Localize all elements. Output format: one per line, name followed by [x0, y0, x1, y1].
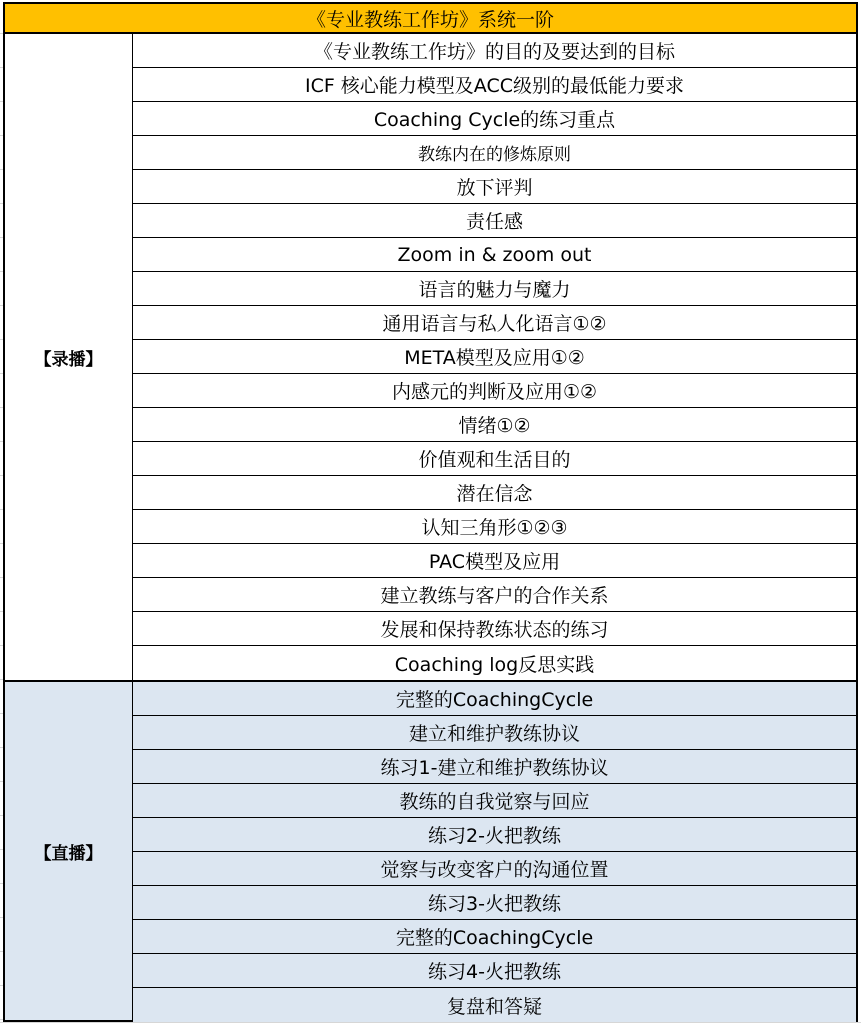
cell-text: 认知三角形①②③ — [421, 517, 568, 539]
cell-text: 放下评判 — [456, 177, 533, 199]
cell-text: 练习4-火把教练 — [428, 961, 561, 983]
table-row[interactable] — [133, 852, 856, 886]
table-row[interactable] — [133, 612, 856, 646]
table-row[interactable] — [133, 442, 856, 476]
cell-text: 责任感 — [465, 211, 523, 233]
cell-text: 练习1-建立和维护教练协议 — [380, 757, 609, 779]
cell-text: META模型及应用①② — [404, 347, 585, 369]
live-section-label: 【直播】 — [34, 843, 103, 864]
table-row[interactable] — [133, 510, 856, 544]
cell-text: 觉察与改变客户的沟通位置 — [380, 859, 609, 881]
cell-text: 练习3-火把教练 — [428, 893, 561, 915]
record-section-label: 【录播】 — [34, 349, 103, 370]
table-row[interactable] — [133, 954, 856, 988]
table-row[interactable] — [133, 818, 856, 852]
cell-text: 通用语言与私人化语言①② — [382, 313, 607, 335]
cell-text: 内感元的判断及应用①② — [391, 381, 598, 403]
record-section — [3, 34, 858, 682]
cell-text: PAC模型及应用 — [428, 551, 561, 573]
table-row[interactable] — [133, 408, 856, 442]
table-row[interactable] — [133, 34, 856, 68]
cell-text: Coaching log反思实践 — [394, 653, 595, 676]
cell-text: 《专业教练工作坊》的目的及要达到的目标 — [313, 41, 675, 63]
table-row[interactable] — [133, 306, 856, 340]
table-row[interactable] — [133, 682, 856, 716]
table-row[interactable] — [133, 544, 856, 578]
cell-text: 建立和维护教练协议 — [408, 723, 580, 745]
cell-text: 建立教练与客户的合作关系 — [380, 585, 609, 607]
table-row[interactable] — [133, 476, 856, 510]
table-row[interactable] — [133, 716, 856, 750]
table-row[interactable] — [133, 784, 856, 818]
table-row[interactable] — [133, 920, 856, 954]
cell-text: 完整的CoachingCycle — [395, 689, 594, 711]
table-row[interactable] — [133, 136, 856, 170]
table-row[interactable] — [133, 204, 856, 238]
sheet-title-cell[interactable] — [3, 2, 858, 34]
live-section — [3, 682, 858, 1022]
table-row[interactable] — [133, 374, 856, 408]
table-row[interactable] — [133, 578, 856, 612]
record-section-label-cell[interactable] — [5, 34, 133, 680]
cell-text: 完整的CoachingCycle — [395, 927, 594, 949]
table-row[interactable] — [133, 238, 856, 272]
table-row[interactable] — [133, 170, 856, 204]
live-item-list — [133, 682, 856, 1020]
cell-text: Zoom in & zoom out — [397, 243, 592, 266]
live-section-label-cell[interactable] — [5, 682, 133, 1020]
table-row[interactable] — [133, 102, 856, 136]
cell-text: ICF 核心能力模型及ACC级别的最低能力要求 — [304, 75, 685, 97]
cell-text: 价值观和生活目的 — [418, 449, 571, 471]
table-row[interactable] — [133, 988, 856, 1022]
cell-text: 复盘和答疑 — [446, 995, 542, 1018]
cell-text: 情绪①② — [458, 415, 531, 437]
table-row[interactable] — [133, 750, 856, 784]
cell-text: 潜在信念 — [456, 483, 533, 505]
table-row[interactable] — [133, 886, 856, 920]
cell-text: 发展和保持教练状态的练习 — [380, 619, 609, 641]
cell-text: Coaching Cycle的练习重点 — [373, 109, 616, 131]
sheet-title: 《专业教练工作坊》系统一阶 — [306, 8, 554, 31]
table-row[interactable] — [133, 340, 856, 374]
table-row[interactable] — [133, 68, 856, 102]
cell-text: 练习2-火把教练 — [428, 825, 561, 847]
table-row[interactable] — [133, 646, 856, 680]
record-item-list — [133, 34, 856, 680]
cell-text: 语言的魅力与魔力 — [418, 279, 571, 301]
cell-text: 教练内在的修炼原则 — [418, 145, 571, 165]
cell-text: 教练的自我觉察与回应 — [399, 791, 590, 813]
table-row[interactable] — [133, 272, 856, 306]
